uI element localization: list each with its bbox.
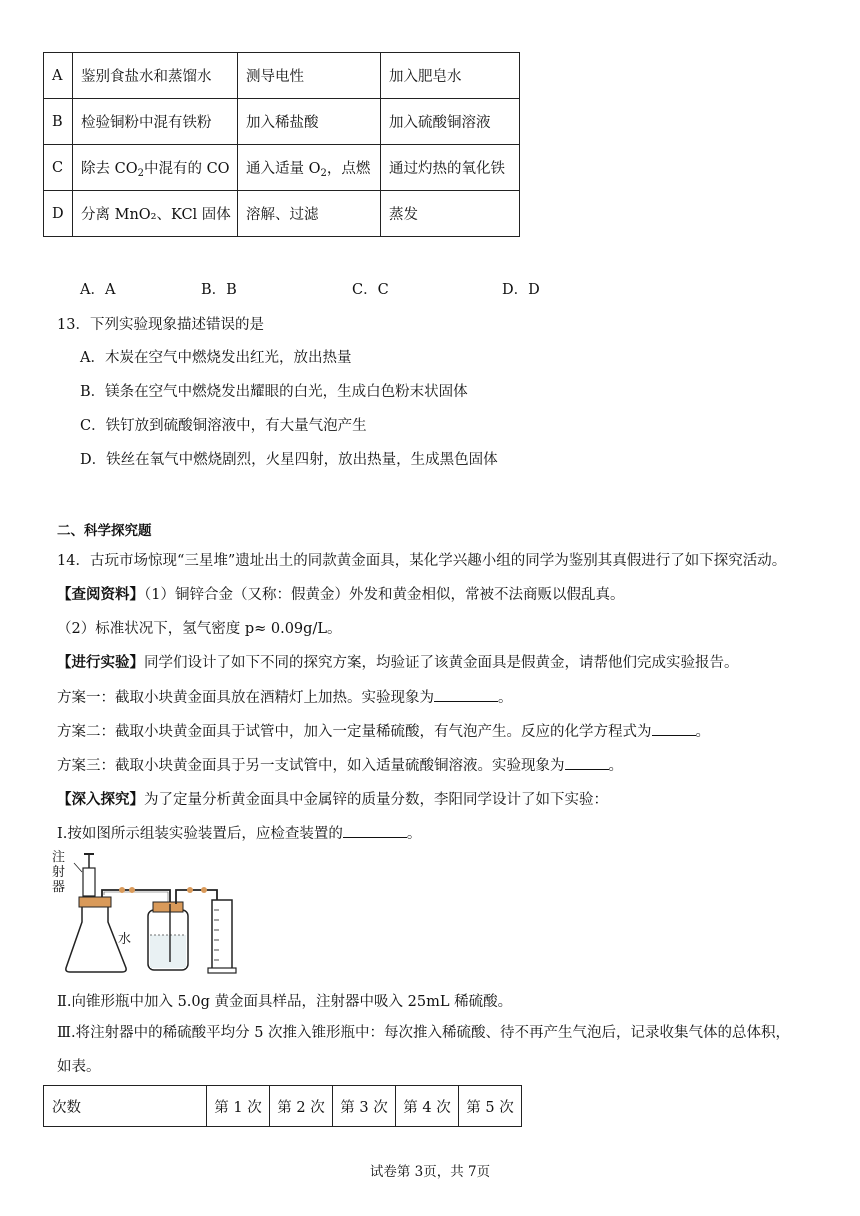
table-cell: 加入硫酸铜溶液 bbox=[381, 99, 520, 145]
ref-text: （1）铜锌合金（又称：假黄金）外发和黄金相似，常被不法商贩以假乱真。 bbox=[144, 587, 625, 603]
period: 。 bbox=[608, 758, 623, 774]
water-label: 水 bbox=[118, 932, 132, 947]
exp-line bbox=[57, 651, 739, 672]
options-table bbox=[43, 52, 520, 237]
q13-option-a: A．木炭在空气中燃烧发出红光，放出热量 bbox=[80, 350, 352, 366]
table-header-cell: 第 4 次 bbox=[396, 1086, 459, 1127]
cell-text: 中混有的 CO bbox=[143, 160, 230, 177]
table-header-cell: 第 5 次 bbox=[459, 1086, 522, 1127]
plan-1 bbox=[57, 686, 513, 707]
q13-option-d: D．铁丝在氧气中燃烧剧烈，火星四射，放出热量，生成黑色固体 bbox=[80, 452, 498, 468]
answer-blank[interactable] bbox=[343, 823, 407, 838]
cell-text: ，点燃 bbox=[326, 160, 371, 177]
period: 。 bbox=[498, 690, 513, 706]
exp-text: 同学们设计了如下不同的探究方案，均验证了该黄金面具是假黄金，请帮他们完成实验报告。 bbox=[144, 655, 739, 671]
table-cell: 蒸发 bbox=[381, 191, 520, 237]
table-row bbox=[44, 99, 520, 145]
q13-option-b: B．镁条在空气中燃烧发出耀眼的白光，生成白色粉末状固体 bbox=[80, 384, 468, 400]
page-footer: 试卷第 3页，共 7页 bbox=[369, 1164, 491, 1180]
plan-3 bbox=[57, 754, 623, 775]
table-cell: 溶解、过滤 bbox=[238, 191, 381, 237]
table-row bbox=[44, 1086, 522, 1127]
table-cell: 加入肥皂水 bbox=[381, 53, 520, 99]
step-2: Ⅱ.向锥形瓶中加入 5.0g 黄金面具样品，注射器中吸入 25mL 稀硫酸。 bbox=[57, 994, 513, 1010]
deep-line bbox=[57, 788, 608, 809]
table-cell bbox=[238, 145, 381, 191]
table-cell: 检验铜粉中混有铁粉 bbox=[73, 99, 238, 145]
table-cell: 加入稀盐酸 bbox=[238, 99, 381, 145]
q13-option-c: C．铁钉放到硫酸铜溶液中，有大量气泡产生 bbox=[80, 418, 367, 434]
table-header-cell: 第 3 次 bbox=[333, 1086, 396, 1127]
subscript: 2 bbox=[137, 167, 144, 179]
table-row bbox=[44, 191, 520, 237]
cell-text: 通入适量 O bbox=[246, 160, 321, 177]
row-label: A bbox=[44, 53, 73, 99]
table-header-cell: 次数 bbox=[44, 1086, 207, 1127]
row-label: D bbox=[44, 191, 73, 237]
question-13-stem: 13．下列实验现象描述错误的是 bbox=[57, 317, 264, 333]
question-14-stem: 14．古玩市场惊现“三星堆”遗址出土的同款黄金面具，某化学兴趣小组的同学为鉴别其真假进行了如下探究活动。 bbox=[57, 553, 787, 569]
plan-text: 方案一：截取小块黄金面具放在酒精灯上加热。实验现象为 bbox=[57, 690, 434, 706]
table-cell: 鉴别食盐水和蒸馏水 bbox=[73, 53, 238, 99]
apparatus-figure bbox=[52, 850, 242, 975]
plan-text: 方案三：截取小块黄金面具于另一支试管中，如入适量硫酸铜溶液。实验现象为 bbox=[57, 758, 565, 774]
step-3-line-2: 如表。 bbox=[57, 1059, 101, 1075]
syringe-label: 注射器 bbox=[52, 850, 66, 895]
plan-2 bbox=[57, 720, 710, 741]
section-tag: 【进行实验】 bbox=[57, 654, 144, 671]
cell-text: 除去 CO bbox=[81, 160, 138, 177]
table-header-cell: 第 1 次 bbox=[207, 1086, 270, 1127]
option-a: A．A bbox=[80, 282, 116, 298]
step-1 bbox=[57, 822, 421, 843]
subscript: 2 bbox=[320, 167, 327, 179]
answer-blank[interactable] bbox=[565, 755, 609, 770]
table-header-cell: 第 2 次 bbox=[270, 1086, 333, 1127]
section-tag: 【查阅资料】 bbox=[57, 586, 144, 603]
step-text: Ⅰ.按如图所示组装实验装置后，应检查装置的 bbox=[57, 826, 343, 842]
table-row bbox=[44, 145, 520, 191]
period: 。 bbox=[695, 724, 710, 740]
answer-blank[interactable] bbox=[652, 721, 696, 736]
gas-volume-table bbox=[43, 1085, 522, 1127]
answer-blank[interactable] bbox=[434, 687, 498, 702]
row-label: B bbox=[44, 99, 73, 145]
plan-text: 方案二：截取小块黄金面具于试管中，加入一定量稀硫酸，有气泡产生。反应的化学方程式为 bbox=[57, 724, 652, 740]
section-tag: 【深入探究】 bbox=[57, 791, 144, 808]
table-cell bbox=[73, 145, 238, 191]
ref-line-2: （2）标准状况下，氢气密度 p≈ 0.09g/L。 bbox=[57, 621, 342, 637]
option-d: D．D bbox=[502, 282, 540, 298]
table-cell: 通过灼热的氧化铁 bbox=[381, 145, 520, 191]
ref-line-1 bbox=[57, 583, 624, 604]
section-title: 二、科学探究题 bbox=[57, 523, 152, 539]
table-cell: 测导电性 bbox=[238, 53, 381, 99]
row-label: C bbox=[44, 145, 73, 191]
table-cell: 分离 MnO₂、KCl 固体 bbox=[73, 191, 238, 237]
deep-text: 为了定量分析黄金面具中金属锌的质量分数，李阳同学设计了如下实验： bbox=[144, 792, 608, 808]
period: 。 bbox=[406, 826, 422, 842]
step-3-line-1: Ⅲ.将注射器中的稀硫酸平均分 5 次推入锥形瓶中：每次推入稀硫酸、待不再产生气泡后，记录收集气体的总体积， bbox=[57, 1025, 791, 1041]
apparatus-drawing bbox=[52, 850, 242, 975]
option-c: C．C bbox=[352, 282, 389, 298]
option-b: B．B bbox=[201, 282, 237, 298]
table-row bbox=[44, 53, 520, 99]
